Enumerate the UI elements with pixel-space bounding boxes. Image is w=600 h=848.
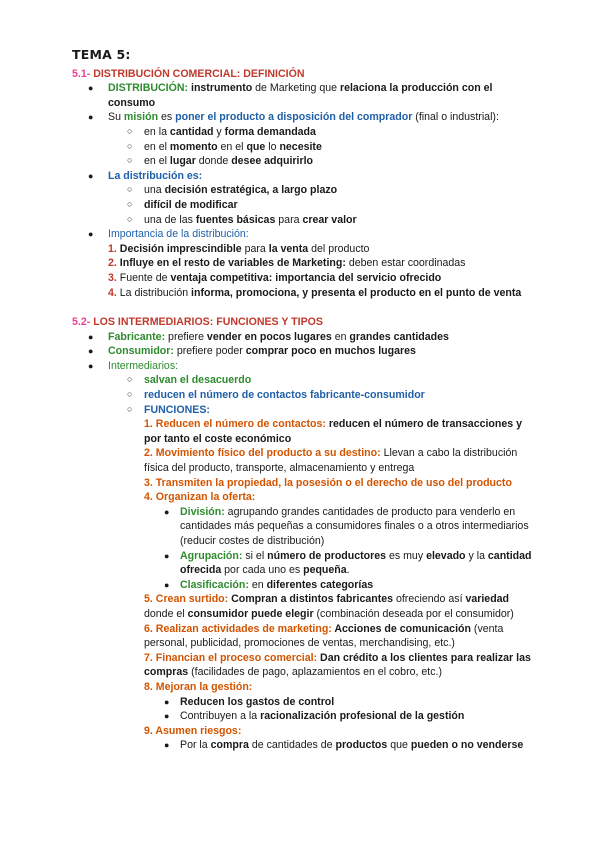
- function-item: 9. Asumen riesgos:: [144, 724, 242, 737]
- function-item: 3. Transmiten la propiedad, la posesión o el derecho de uso del producto: [144, 476, 512, 489]
- bullet-icon: ●: [164, 711, 170, 722]
- list-item: ● DISTRIBUCIÓN: instrumento de Marketing que relaciona la producción con el consumo: [88, 82, 493, 109]
- list-item: ○ en el lugar donde desee adquirirlo: [127, 155, 314, 168]
- list-item: ○ una de las fuentes básicas para crear valor: [127, 213, 357, 226]
- section-5-2-list: [72, 330, 536, 753]
- list-item: ● Fabricante: prefiere vender en pocos lugares en grandes cantidades: [88, 330, 449, 343]
- section-number: 5.2-: [72, 316, 91, 329]
- bullet-icon: ●: [164, 579, 170, 590]
- function-item: 8. Mejoran la gestión:: [144, 680, 253, 693]
- numbered-item: 3. Fuente de ventaja competitiva: importancia del servicio ofrecido: [108, 271, 442, 284]
- list-item: ● Reducen los gastos de control: [164, 695, 335, 708]
- section-heading-5-2: [72, 315, 536, 330]
- list-item: ○ FUNCIONES:: [127, 403, 210, 416]
- function-item: 2. Movimiento físico del producto a su destino: Llevan a cabo la distribución física del producto, transporte, almacenamiento y entrega: [144, 447, 518, 475]
- circle-bullet-icon: ○: [127, 198, 133, 209]
- bullet-icon: ●: [164, 550, 170, 561]
- section-heading-5-1: [72, 67, 536, 82]
- list-item: ● Agrupación: si el número de productores es muy elevado y la cantidad ofrecida por cada uno es pequeña.: [164, 549, 532, 577]
- bullet-icon: ●: [88, 331, 94, 342]
- list-item: ● Clasificación: en diferentes categorías: [164, 578, 374, 591]
- circle-bullet-icon: ○: [127, 389, 133, 400]
- function-item: 7. Financian el proceso comercial: Dan crédito a los clientes para realizar las compras (facilidades de pago, aplazamientos en el cobro, etc.): [144, 651, 531, 679]
- list-item: ● División: agrupando grandes cantidades de producto para venderlo en cantidades más pequeñas a consumidores finales o a otros intermediarios (reducir costes de distribución): [164, 505, 529, 547]
- bullet-icon: ●: [88, 170, 94, 181]
- list-item: ○ en la cantidad y forma demandada: [127, 125, 316, 138]
- function-item: 1. Reducen el número de contactos: reducen el número de transacciones y por tanto el coste económico: [144, 418, 522, 445]
- section-number: 5.1-: [72, 67, 91, 80]
- circle-bullet-icon: ○: [127, 140, 133, 151]
- circle-bullet-icon: ○: [127, 155, 133, 166]
- section-5-1-list: [72, 81, 536, 300]
- list-item: ● Su misión es poner el producto a disposición del comprador (final o industrial):: [88, 111, 499, 124]
- list-item: ● Contribuyen a la racionalización profesional de la gestión: [164, 710, 465, 723]
- list-item: ○ reducen el número de contactos fabricante-consumidor: [127, 389, 425, 402]
- function-item: 6. Realizan actividades de marketing: Acciones de comunicación (venta personal, publicidad, promociones de ventas, merchandising, etc.): [144, 622, 504, 650]
- section-title: LOS INTERMEDIARIOS: FUNCIONES Y TIPOS: [90, 316, 323, 329]
- bullet-icon: ●: [88, 112, 94, 123]
- bullet-icon: ●: [88, 360, 94, 371]
- document-title: TEMA 5:: [72, 47, 131, 62]
- bullet-icon: ●: [88, 83, 94, 94]
- bullet-icon: ●: [88, 346, 94, 357]
- function-item: 4. Organizan la oferta:: [144, 491, 256, 504]
- numbered-item: 2. Influye en el resto de variables de Marketing: deben estar coordinadas: [108, 257, 466, 270]
- circle-bullet-icon: ○: [127, 184, 133, 195]
- section-title: DISTRIBUCIÓN COMERCIAL: DEFINICIÓN: [90, 67, 305, 80]
- circle-bullet-icon: ○: [127, 403, 133, 414]
- list-item: ● Consumidor: prefiere poder comprar poco en muchos lugares: [88, 345, 416, 358]
- list-item: ○ en el momento en el que lo necesite: [127, 140, 322, 153]
- circle-bullet-icon: ○: [127, 374, 133, 385]
- function-item: 5. Crean surtido: Compran a distintos fabricantes ofreciendo así variedad donde el consumidor puede elegir (combinación deseada por el consumidor): [144, 593, 514, 620]
- bullet-icon: ●: [164, 506, 170, 517]
- bullet-icon: ●: [88, 229, 94, 240]
- numbered-item: 1. Decisión imprescindible para la venta del producto: [108, 242, 370, 255]
- list-item: ○ una decisión estratégica, a largo plazo: [127, 184, 338, 197]
- list-item: ● Intermediarios:: [88, 359, 179, 372]
- numbered-item: 4. La distribución informa, promociona, y presenta el producto en el punto de venta: [108, 286, 522, 299]
- list-item: ○ salvan el desacuerdo: [127, 374, 252, 387]
- circle-bullet-icon: ○: [127, 213, 133, 224]
- list-item: ● Importancia de la distribución:: [88, 228, 249, 241]
- list-item: ○ difícil de modificar: [127, 198, 238, 211]
- bullet-icon: ●: [164, 696, 170, 707]
- circle-bullet-icon: ○: [127, 125, 133, 136]
- list-item: ● La distribución es:: [88, 169, 203, 182]
- list-item: ● Por la compra de cantidades de productos que pueden o no venderse: [164, 739, 524, 752]
- bullet-icon: ●: [164, 740, 170, 751]
